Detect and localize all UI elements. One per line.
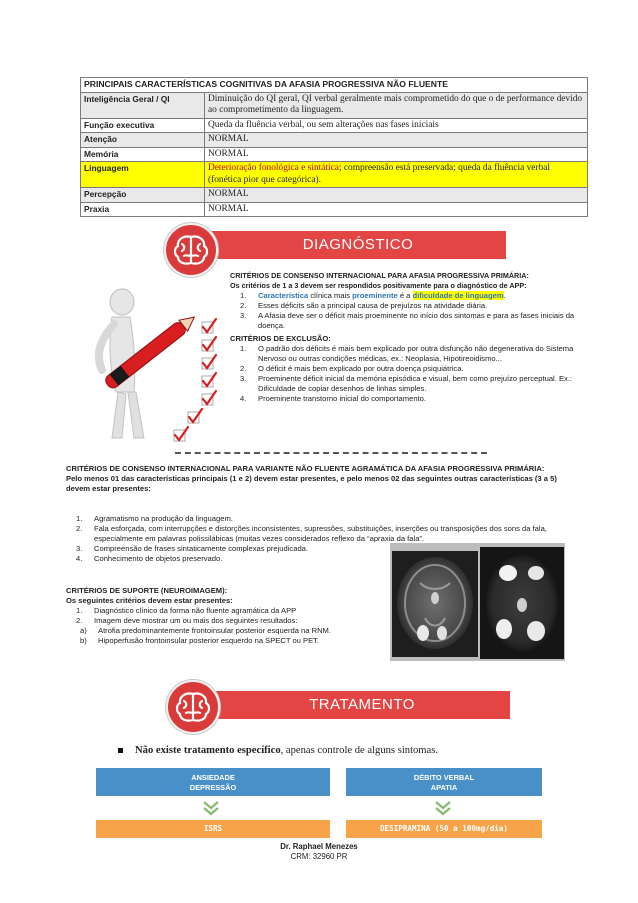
row-key: Atenção <box>81 133 205 148</box>
diagnostico-list <box>230 291 592 331</box>
table-row <box>81 188 588 203</box>
suporte-list <box>66 606 382 626</box>
table-title: PRINCIPAIS CARACTERÍSTICAS COGNITIVAS DA AFASIA PROGRESSIVA NÃO FLUENTE <box>81 78 588 93</box>
footer <box>219 842 419 862</box>
tratamento-banner <box>214 691 510 719</box>
table-row <box>81 133 588 148</box>
row-value: Queda da fluência verbal, ou sem alterações nas fases iniciais <box>205 118 588 133</box>
flow-label: APATIA <box>430 783 458 792</box>
row-value <box>205 162 588 188</box>
table-row <box>81 118 588 133</box>
tratamento-banner-label: TRATAMENTO <box>309 696 415 713</box>
table-row <box>81 202 588 217</box>
row-value: NORMAL <box>205 147 588 162</box>
flow-box-ansiedade <box>96 768 330 796</box>
flow-label: ISRS <box>203 824 223 833</box>
tratamento-bullet <box>118 745 438 756</box>
list-item: 3. A Afasia deve ser o déficit mais proeminente no início dos sintomas e para as fases iniciais da doença. <box>240 311 575 330</box>
diagnostico-criteria <box>230 271 592 404</box>
flow-label: ANSIEDADE <box>191 773 235 782</box>
list-item: 3. Compreensão de frases sintaticamente complexas prejudicada. <box>76 544 309 553</box>
list-item: 1. Agramatismo na produção da linguagem. <box>76 514 233 523</box>
row-value: NORMAL <box>205 188 588 203</box>
row-value: NORMAL <box>205 202 588 217</box>
diagnostico-intro: Os critérios de 1 a 3 devem ser respondidos positivamente para o diagnóstico de APP: <box>230 281 527 290</box>
footer-author: Dr. Raphael Menezes <box>280 842 358 851</box>
characteristics-table <box>80 77 588 217</box>
flow-label: DÉBITO VERBAL <box>413 773 475 782</box>
list-item: 2. Imagem deve mostrar um ou mais dos seguintes resultados: <box>76 616 298 625</box>
footer-crm: CRM: 32960 PR <box>290 852 348 861</box>
row-value-emphasis: Deterioração fonológica e sintática <box>208 163 339 173</box>
row-value: Diminuição do QI geral, QI verbal geralmente mais comprometido do que o de performance devido ao comprometimento da linguagem. <box>205 92 588 118</box>
section-divider <box>175 452 487 454</box>
brain-scan-images <box>390 543 565 661</box>
row-key: Inteligência Geral / QI <box>81 92 205 118</box>
diagnostico-banner <box>210 231 506 259</box>
table-row <box>81 92 588 118</box>
suporte-criteria <box>66 586 382 646</box>
suporte-intro: Os seguintes critérios devem estar presentes: <box>66 596 233 605</box>
list-item: 4. Conhecimento de objetos preservado. <box>76 554 223 563</box>
checklist-pen-illustration <box>78 262 246 452</box>
row-key: Praxia <box>81 202 205 217</box>
list-item: 3. Proeminente déficit inicial da memória episódica e visual, bem como prejuízo perceptual. Ex.: Dificuldade de copiar desenhos de linhas simples. <box>240 374 573 393</box>
list-item: 1. Diagnóstico clínico da forma não fluente agramática da APP <box>76 606 297 615</box>
list-item: 2. O déficit é mais bem explicado por outra doença psiquiátrica. <box>240 364 464 373</box>
flow-box-debito <box>346 768 542 796</box>
variante-heading: CRITÉRIOS DE CONSENSO INTERNACIONAL PARA VARIANTE NÃO FLUENTE AGRAMÁTICA DA AFASIA PROGRESSIVA PRIMÁRIA: <box>66 464 545 473</box>
list-item: 2. Fala esforçada, com interrupções e distorções inconsistentes, supressões, substituições, inserções ou transposições dos sons da fala, especialmente em palavras polissilábicas (muitas vezes considerados reflexo da “apraxia da fala”. <box>76 524 547 543</box>
diagnostico-banner-label: DIAGNÓSTICO <box>302 236 414 253</box>
diagnostico-heading: CRITÉRIOS DE CONSENSO INTERNACIONAL PARA AFASIA PROGRESSIVA PRIMÁRIA: <box>230 271 529 280</box>
tratamento-rest: , apenas controle de alguns sintomas. <box>280 745 439 756</box>
variante-criteria <box>66 464 570 494</box>
chevron-down-icon <box>202 799 220 817</box>
flow-box-isrs <box>96 820 330 838</box>
flow-box-desipramina <box>346 820 542 838</box>
variante-intro: Pelo menos 01 das características principais (1 e 2) devem estar presentes, e pelo menos 02 das seguintes outras características (3 a 5) devem estar presentes: <box>66 474 557 493</box>
chevron-down-icon <box>434 799 452 817</box>
row-key: Linguagem <box>81 162 205 188</box>
list-item: 1. Característica clínica mais proeminente é a dificuldade de linguagem. <box>240 291 506 300</box>
exclusion-heading: CRITÉRIOS DE EXCLUSÃO: <box>230 334 331 343</box>
flow-label: DEPRESSÃO <box>189 783 237 792</box>
row-value: NORMAL <box>205 133 588 148</box>
exclusion-list <box>230 344 592 404</box>
tratamento-bold: Não existe tratamento específico <box>135 745 281 756</box>
suporte-sublist <box>66 626 382 646</box>
table-row <box>81 147 588 162</box>
table-header-row <box>81 78 588 93</box>
row-key: Função executiva <box>81 118 205 133</box>
brain-icon <box>166 680 220 734</box>
row-key: Memória <box>81 147 205 162</box>
list-item: 2. Esses déficits são a principal causa de prejuízos na atividade diária. <box>240 301 488 310</box>
row-value-rest: ; compreensão está preservada; queda da fluência verbal (fonética pior que categórica). <box>208 163 551 185</box>
table-row-highlighted <box>81 162 588 188</box>
flow-label: DESIPRAMINA (50 a 100mg/dia) <box>379 824 508 833</box>
suporte-heading: CRITÉRIOS DE SUPORTE (NEUROIMAGEM): <box>66 586 228 595</box>
square-bullet-icon <box>118 748 123 753</box>
list-item: 1. O padrão dos déficits é mais bem explicado por outra disfunção não degenerativa do Sistema Nervoso ou outras condições médicas, ex.: Neoplasia, Hipotireoidismo... <box>240 344 574 363</box>
list-item: b) Hipoperfusão frontoinsular posterior esquerdo na SPECT ou PET. <box>80 636 320 645</box>
row-key: Percepção <box>81 188 205 203</box>
list-item: a) Atrofia predominantemente frontoinsular posterior esquerda na RNM. <box>80 626 331 635</box>
list-item: 4. Proeminente transtorno inicial do comportamento. <box>240 394 426 403</box>
